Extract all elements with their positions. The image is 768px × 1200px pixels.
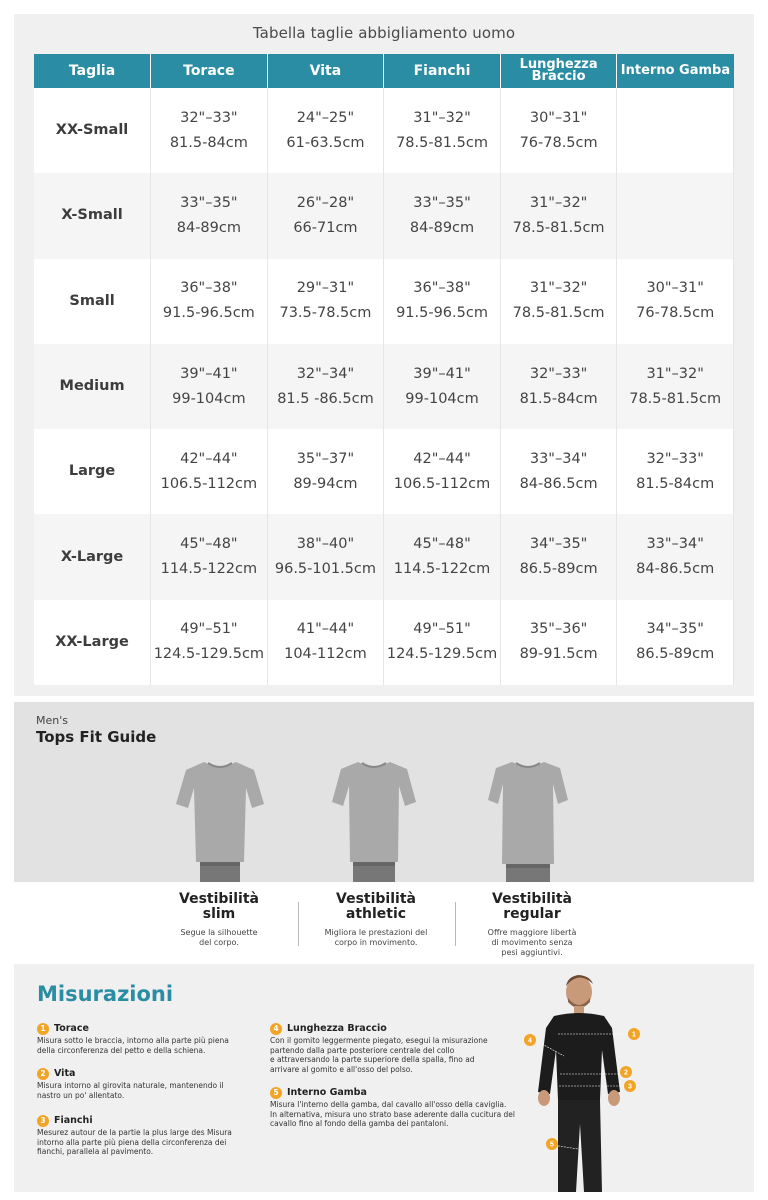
size-chart-title: Tabella taglie abbigliamento uomo [252, 24, 516, 42]
size-table [34, 54, 734, 685]
fit-guide-title: Tops Fit Guide [36, 728, 157, 746]
measure-inseam [270, 1086, 520, 1129]
table-row [34, 88, 734, 173]
fit-divider [455, 902, 456, 946]
hips-cell: 36"–38" 91.5-96.5cm [384, 259, 501, 344]
chest-cell: 39"–41" 99-104cm [151, 344, 268, 429]
inseam-cell: 33"–34" 84-86.5cm [617, 514, 734, 599]
measure-desc: Misura intorno al girovita naturale, mantenendo il nastro un po' allentato. [37, 1081, 224, 1100]
measure-desc: Con il gomito leggermente piegato, esegui la misurazione partendo dalla parte posteriore centrale del collo e attraversando la parte superiore della spalla, fino ad arrivare al gomito e all'osso del polso. [270, 1036, 488, 1074]
fit-divider [298, 902, 299, 946]
table-row [34, 600, 734, 685]
measure-desc: Mesurez autour de la partie la plus large des Misura intorno alla parte più piena della circonferenza dei fianchi, parallela al pavimento. [37, 1128, 232, 1156]
fit-athletic [316, 892, 436, 948]
measure-name: Fianchi [54, 1115, 93, 1126]
arm-length-cell: 31"–32" 78.5-81.5cm [500, 259, 617, 344]
table-row [34, 344, 734, 429]
arm-length-cell: 31"–32" 78.5-81.5cm [500, 173, 617, 258]
inseam-cell [617, 173, 734, 258]
fit-athletic-desc: Migliora le prestazioni del corpo in movimento. [324, 928, 428, 947]
waist-cell: 41"–44" 104-112cm [267, 600, 384, 685]
measure-waist [37, 1067, 267, 1100]
svg-text:4: 4 [528, 1037, 532, 1045]
arm-length-cell: 34"–35" 86.5-89cm [500, 514, 617, 599]
arm-length-cell: 35"–36" 89-91.5cm [500, 600, 617, 685]
waist-cell: 35"–37" 89-94cm [267, 429, 384, 514]
header-lunghezza-braccio: Lunghezza Braccio [500, 54, 617, 88]
table-row [34, 429, 734, 514]
chest-cell: 36"–38" 91.5-96.5cm [151, 259, 268, 344]
inseam-cell [617, 88, 734, 173]
svg-text:5: 5 [550, 1141, 554, 1149]
athletic-tshirt-image [328, 758, 420, 882]
measure-desc: Misura sotto le braccia, intorno alla parte più piena della circonferenza del petto e della schiena. [37, 1036, 229, 1055]
inseam-cell: 32"–33" 81.5-84cm [617, 429, 734, 514]
fit-regular-name: Vestibilità regular [492, 891, 572, 922]
hips-cell: 42"–44" 106.5-112cm [384, 429, 501, 514]
header-taglia: Taglia [34, 54, 151, 88]
chest-cell: 49"–51" 124.5-129.5cm [151, 600, 268, 685]
fit-regular [472, 892, 592, 958]
measure-name: Lunghezza Braccio [287, 1023, 387, 1034]
svg-text:3: 3 [628, 1083, 632, 1091]
regular-tshirt-image [482, 758, 574, 882]
hips-cell: 49"–51" 124.5-129.5cm [384, 600, 501, 685]
fit-slim [159, 892, 279, 948]
measurements-title: Misurazioni [37, 982, 174, 1006]
fit-slim-name: Vestibilità slim [179, 891, 259, 922]
fit-athletic-name: Vestibilità athletic [336, 891, 416, 922]
arm-length-cell: 30"–31" 76-78.5cm [500, 88, 617, 173]
size-label: X-Large [34, 514, 151, 599]
hips-cell: 31"–32" 78.5-81.5cm [384, 88, 501, 173]
chest-cell: 33"–35" 84-89cm [151, 173, 268, 258]
size-label: XX-Small [34, 88, 151, 173]
header-fianchi: Fianchi [384, 54, 501, 88]
slim-tshirt-image [174, 758, 266, 882]
measure-name: Vita [54, 1068, 76, 1079]
table-row [34, 259, 734, 344]
waist-cell: 29"–31" 73.5-78.5cm [267, 259, 384, 344]
size-table-header-row [34, 54, 734, 88]
header-vita: Vita [267, 54, 384, 88]
fit-slim-desc: Segue la silhouette del corpo. [180, 928, 258, 947]
model-figure-image [504, 964, 754, 1192]
measure-chest [37, 1022, 267, 1055]
header-torace: Torace [151, 54, 268, 88]
svg-text:2: 2 [624, 1069, 628, 1077]
hips-cell: 39"–41" 99-104cm [384, 344, 501, 429]
inseam-cell: 34"–35" 86.5-89cm [617, 600, 734, 685]
measure-desc: Misura l'interno della gamba, dal cavallo all'osso della caviglia. In alternativa, misura uno strato base aderente dalla cucitura del cavallo fino al fondo della gamba dei pantaloni. [270, 1100, 516, 1128]
hips-cell: 33"–35" 84-89cm [384, 173, 501, 258]
measure-arm-length [270, 1022, 515, 1074]
hips-cell: 45"–48" 114.5-122cm [384, 514, 501, 599]
inseam-cell: 30"–31" 76-78.5cm [617, 259, 734, 344]
number-badge: 1 [37, 1023, 49, 1035]
waist-cell: 24"–25" 61-63.5cm [267, 88, 384, 173]
waist-cell: 38"–40" 96.5-101.5cm [267, 514, 384, 599]
number-badge: 4 [270, 1023, 282, 1035]
arm-length-cell: 32"–33" 81.5-84cm [500, 344, 617, 429]
measurements-panel [14, 964, 754, 1192]
size-label: Medium [34, 344, 151, 429]
waist-cell: 32"–34" 81.5 -86.5cm [267, 344, 384, 429]
size-label: Small [34, 259, 151, 344]
waist-cell: 26"–28" 66-71cm [267, 173, 384, 258]
fit-guide-eyebrow: Men's [36, 714, 68, 727]
table-row [34, 514, 734, 599]
size-chart-panel [14, 14, 754, 696]
fit-regular-desc: Offre maggiore libertà di movimento senza pesi aggiuntivi. [487, 928, 577, 957]
measure-name: Interno Gamba [287, 1087, 367, 1098]
number-badge: 5 [270, 1087, 282, 1099]
number-badge: 3 [37, 1115, 49, 1127]
arm-length-cell: 33"–34" 84-86.5cm [500, 429, 617, 514]
chest-cell: 45"–48" 114.5-122cm [151, 514, 268, 599]
inseam-cell: 31"–32" 78.5-81.5cm [617, 344, 734, 429]
chest-cell: 32"–33" 81.5-84cm [151, 88, 268, 173]
measure-hips [37, 1114, 267, 1157]
fit-guide-panel [14, 702, 754, 882]
chest-cell: 42"–44" 106.5-112cm [151, 429, 268, 514]
number-badge: 2 [37, 1068, 49, 1080]
svg-text:1: 1 [632, 1031, 636, 1039]
measure-name: Torace [54, 1023, 89, 1034]
size-label: Large [34, 429, 151, 514]
size-label: XX-Large [34, 600, 151, 685]
table-row [34, 173, 734, 258]
size-label: X-Small [34, 173, 151, 258]
header-interno-gamba: Interno Gamba [617, 54, 734, 88]
